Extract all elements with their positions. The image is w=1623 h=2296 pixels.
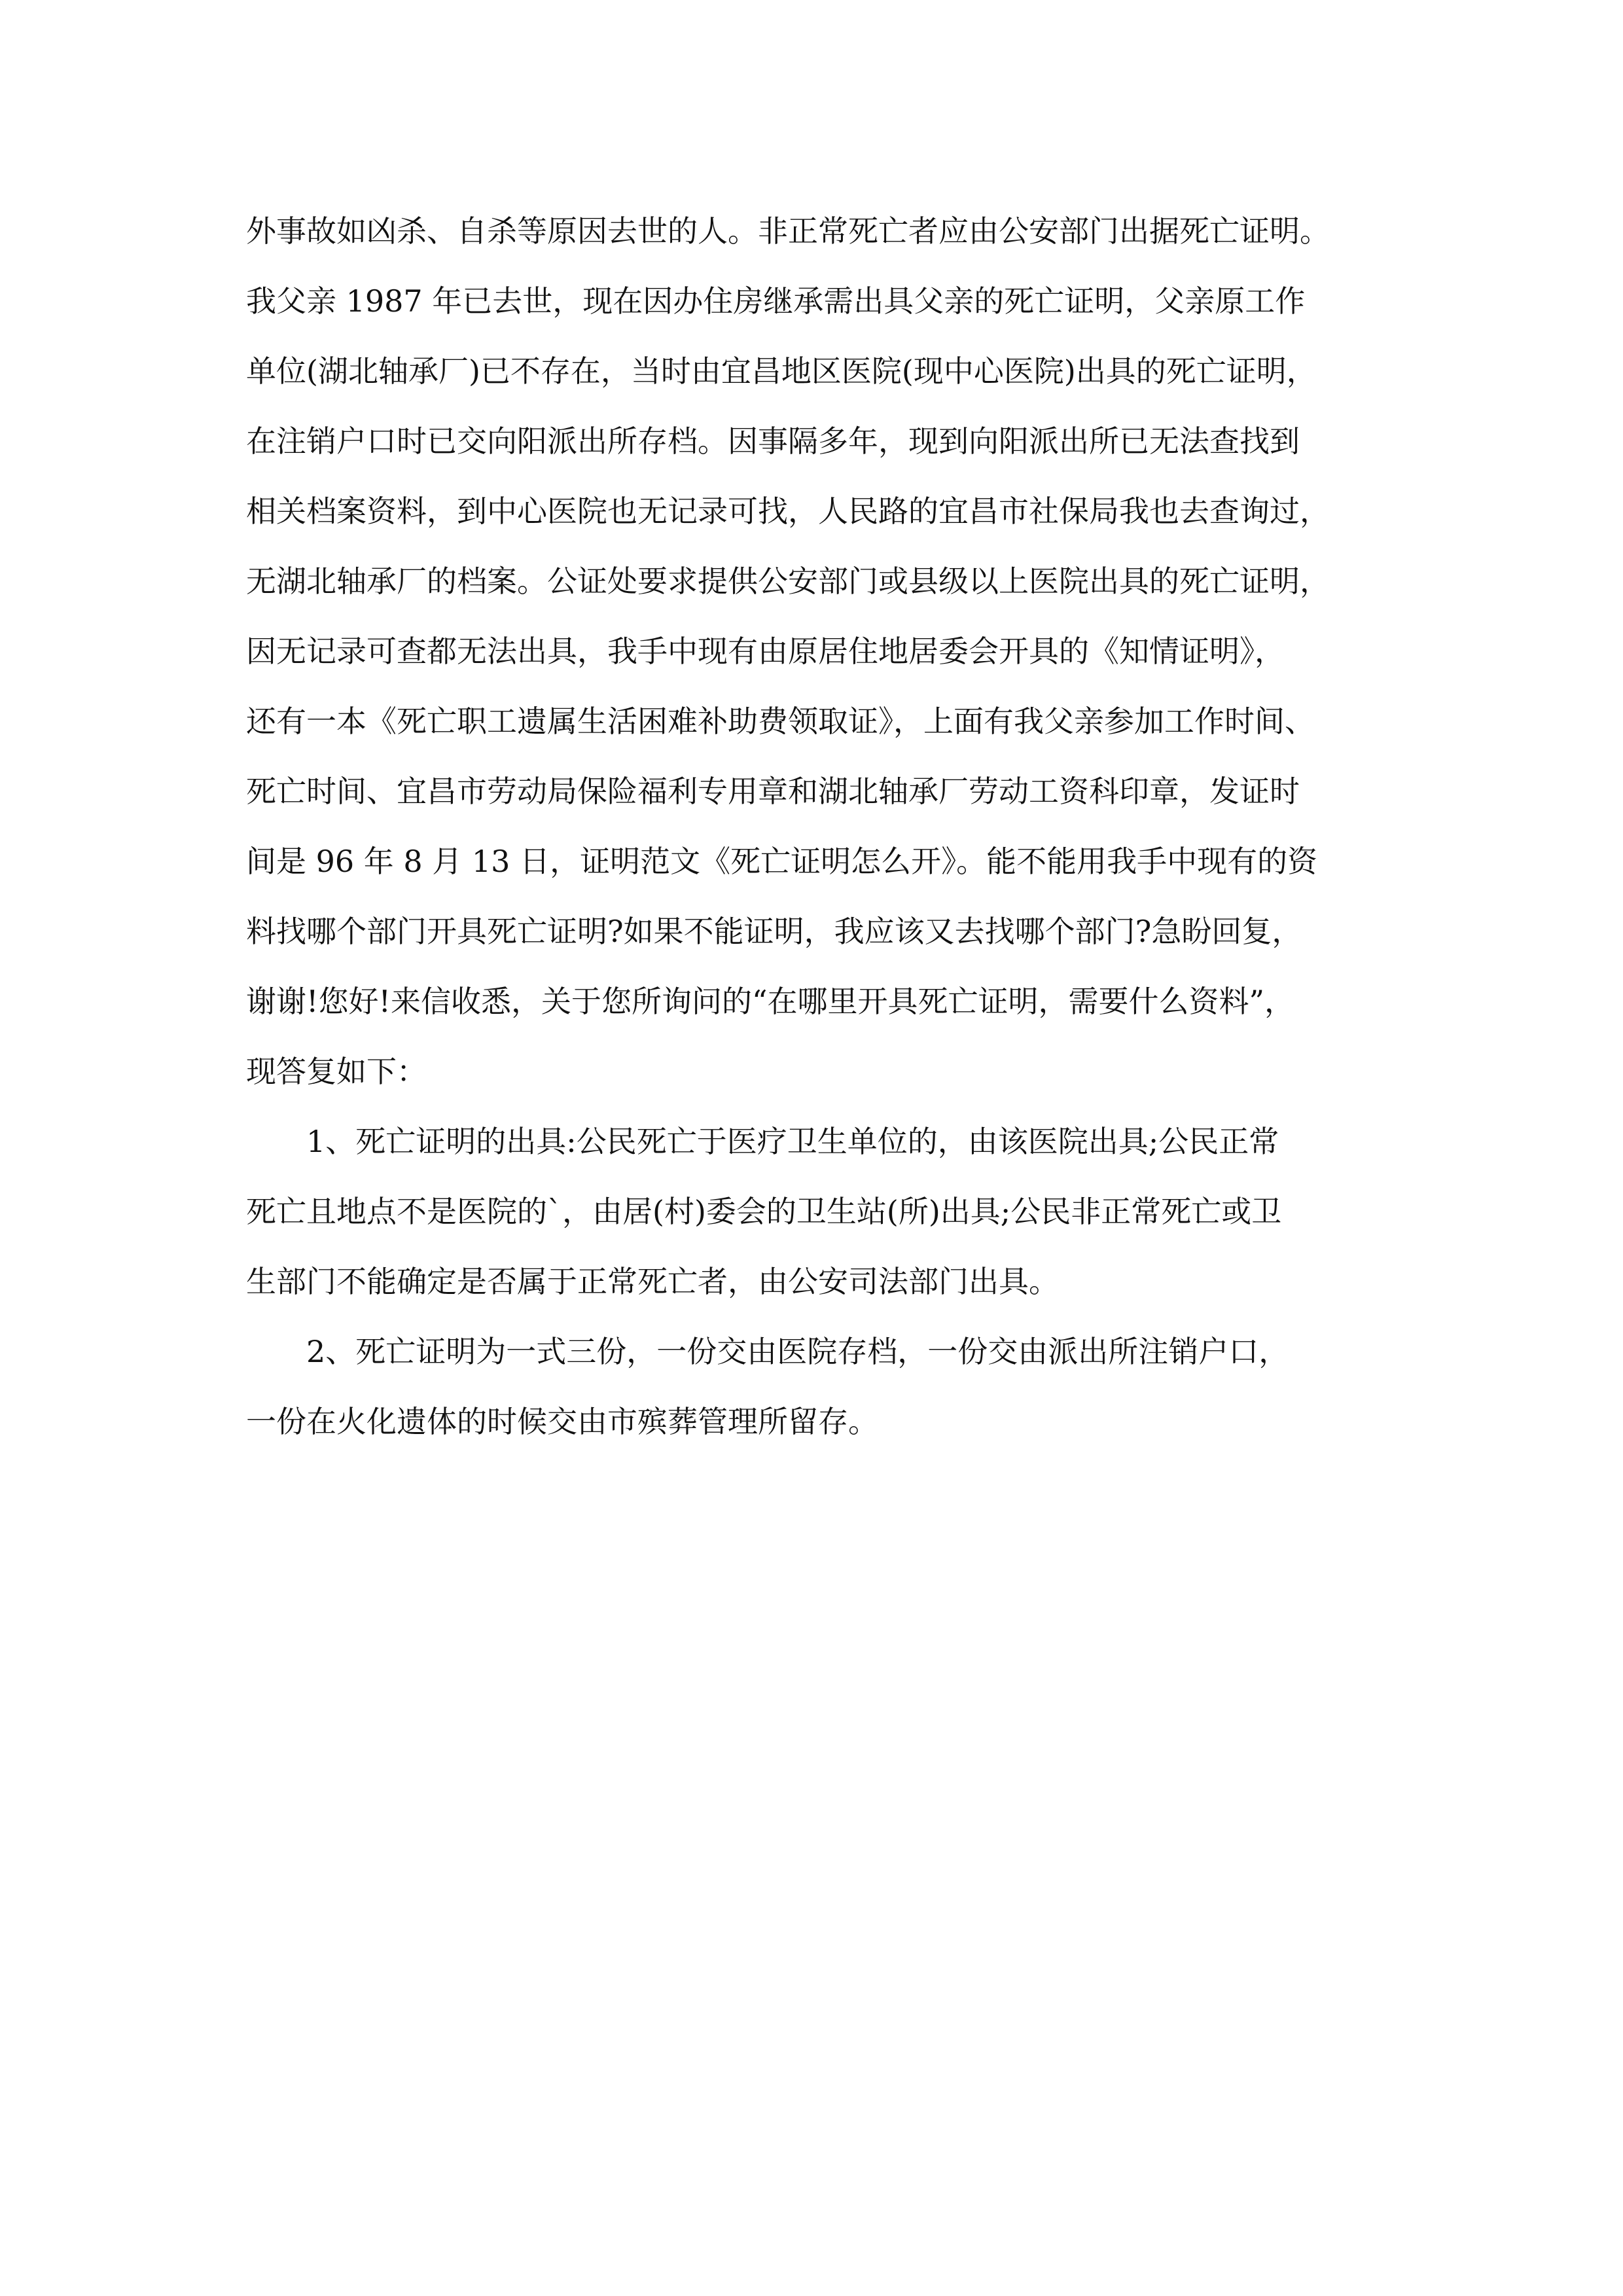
text-line: 无湖北轴承厂的档案。公证处要求提供公安部门或县级以上医院出具的死亡证明， xyxy=(246,564,1330,599)
text-line: 一份在火化遗体的时候交由市殡葬管理所留存。 xyxy=(246,1404,878,1439)
text-line: 现答复如下： xyxy=(246,1054,427,1089)
text-line: 单位(湖北轴承厂)已不存在，当时由宜昌地区医院(现中心医院)出具的死亡证明， xyxy=(246,353,1317,389)
text-line: 死亡时间、宜昌市劳动局保险福利专用章和湖北轴承厂劳动工资科印章，发证时 xyxy=(246,774,1300,809)
text-line: 间是 96 年 8 月 13 日，证明范文《死亡证明怎么开》。能不能用我手中现有的资 xyxy=(246,844,1318,879)
text-line: 外事故如凶杀、自杀等原因去世的人。非正常死亡者应由公安部门出据死亡证明。 xyxy=(246,213,1330,249)
text-line: 谢谢!您好!来信收悉，关于您所询问的“在哪里开具死亡证明，需要什么资料”， xyxy=(246,984,1295,1019)
text-line: 相关档案资料，到中心医院也无记录可找，人民路的宜昌市社保局我也去查询过， xyxy=(246,493,1330,529)
text-line: 在注销户口时已交向阳派出所存档。因事隔多年，现到向阳派出所已无法查找到 xyxy=(246,423,1300,459)
paragraph-1-first-line: 1、死亡证明的出具:公民死亡于医疗卫生单位的，由该医院出具;公民正常 xyxy=(306,1124,1279,1159)
text-line: 料找哪个部门开具死亡证明?如果不能证明，我应该又去找哪个部门?急盼回复， xyxy=(246,914,1302,949)
text-line: 死亡且地点不是医院的`，由居(村)委会的卫生站(所)出具;公民非正常死亡或卫 xyxy=(246,1194,1282,1229)
text-line: 还有一本《死亡职工遗属生活困难补助费领取证》，上面有我父亲参加工作时间、 xyxy=(246,704,1315,739)
paragraph-2-first-line: 2、死亡证明为一式三份，一份交由医院存档，一份交由派出所注销户口， xyxy=(306,1334,1289,1369)
text-line: 因无记录可查都无法出具，我手中现有由原居住地居委会开具的《知情证明》， xyxy=(246,634,1285,669)
text-line: 我父亲 1987 年已去世，现在因办住房继承需出具父亲的死亡证明，父亲原工作 xyxy=(246,283,1306,319)
document-body xyxy=(246,196,1398,1457)
text-line: 生部门不能确定是否属于正常死亡者，由公安司法部门出具。 xyxy=(246,1264,1059,1299)
